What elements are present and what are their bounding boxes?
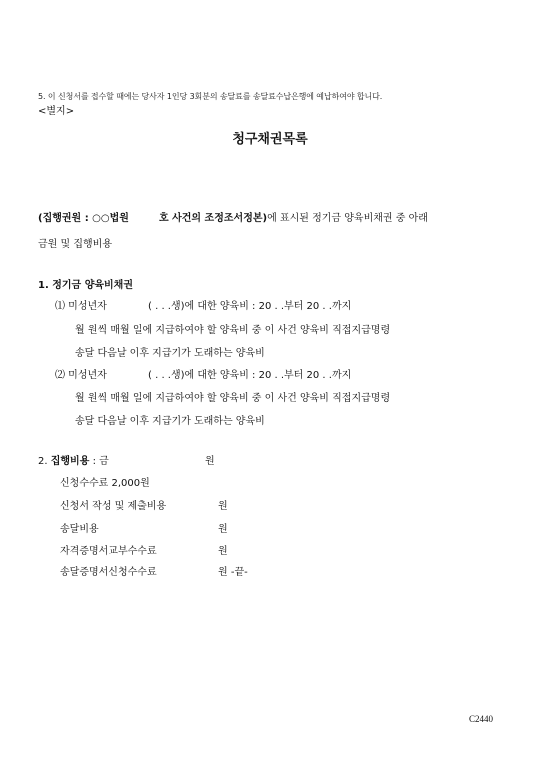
form-code: C2440 bbox=[469, 714, 494, 724]
item-1-tail: 송달 다음날 이후 지급기가 도래하는 양육비 bbox=[75, 348, 265, 359]
item-2-tail: 송달 다음날 이후 지급기가 도래하는 양육비 bbox=[75, 416, 265, 427]
section-2-label: 집행비용 bbox=[50, 456, 90, 467]
fee-row-label: 송달증명서신청수수료 bbox=[60, 567, 157, 578]
fee-row-label: 신청수수료 2,000원 bbox=[60, 478, 150, 489]
section-2-unit: 원 bbox=[205, 456, 215, 467]
intro-case-title: (집행권원 : ○○법원 bbox=[38, 213, 129, 224]
item-2-period: ( . . .생)에 대한 양육비 : 20 . .부터 20 . .까지 bbox=[148, 370, 352, 381]
intro-case-number: 호 사건의 조정조서정본) bbox=[158, 213, 268, 224]
page-title: 청구채권목록 bbox=[232, 132, 308, 147]
item-1-child: ⑴ 미성년자 bbox=[55, 301, 107, 312]
fee-row-label: 신청서 작성 및 제출비용 bbox=[60, 501, 167, 512]
intro-line-2: 금원 및 집행비용 bbox=[38, 239, 112, 250]
attachment-tag: <별지> bbox=[38, 106, 75, 117]
fee-row-label: 송달비용 bbox=[60, 524, 99, 535]
item-1-period: ( . . .생)에 대한 양육비 : 20 . .부터 20 . .까지 bbox=[148, 301, 352, 312]
fee-row-unit: 원 bbox=[218, 501, 228, 512]
intro-line-1 bbox=[38, 209, 428, 224]
fee-row-label: 자격증명서교부수수료 bbox=[60, 546, 157, 557]
fee-row-unit: 원 bbox=[218, 524, 228, 535]
section-2-number: 2. bbox=[38, 456, 48, 467]
fee-row-unit: 원 bbox=[218, 546, 228, 557]
item-1-payment: 월 원씩 매월 일에 지급하여야 할 양육비 중 이 사건 양육비 직접지급명령 bbox=[75, 325, 391, 336]
section-2-amount-prefix: : 금 bbox=[92, 456, 109, 467]
item-2-child: ⑵ 미성년자 bbox=[55, 370, 107, 381]
section-2-heading bbox=[38, 452, 109, 467]
item-2-payment: 월 원씩 매월 일에 지급하여야 할 양육비 중 이 사건 양육비 직접지급명령 bbox=[75, 393, 391, 404]
intro-description: 에 표시된 정기금 양육비채권 중 아래 bbox=[267, 213, 428, 224]
section-1-heading: 1. 정기금 양육비채권 bbox=[38, 280, 133, 291]
fee-notice: 5. 이 신청서를 접수할 때에는 당사자 1인당 3회분의 송달료를 송달료수납은행에 예납하여야 합니다. bbox=[38, 92, 383, 101]
fee-row-unit: 원 -끝- bbox=[218, 567, 248, 578]
